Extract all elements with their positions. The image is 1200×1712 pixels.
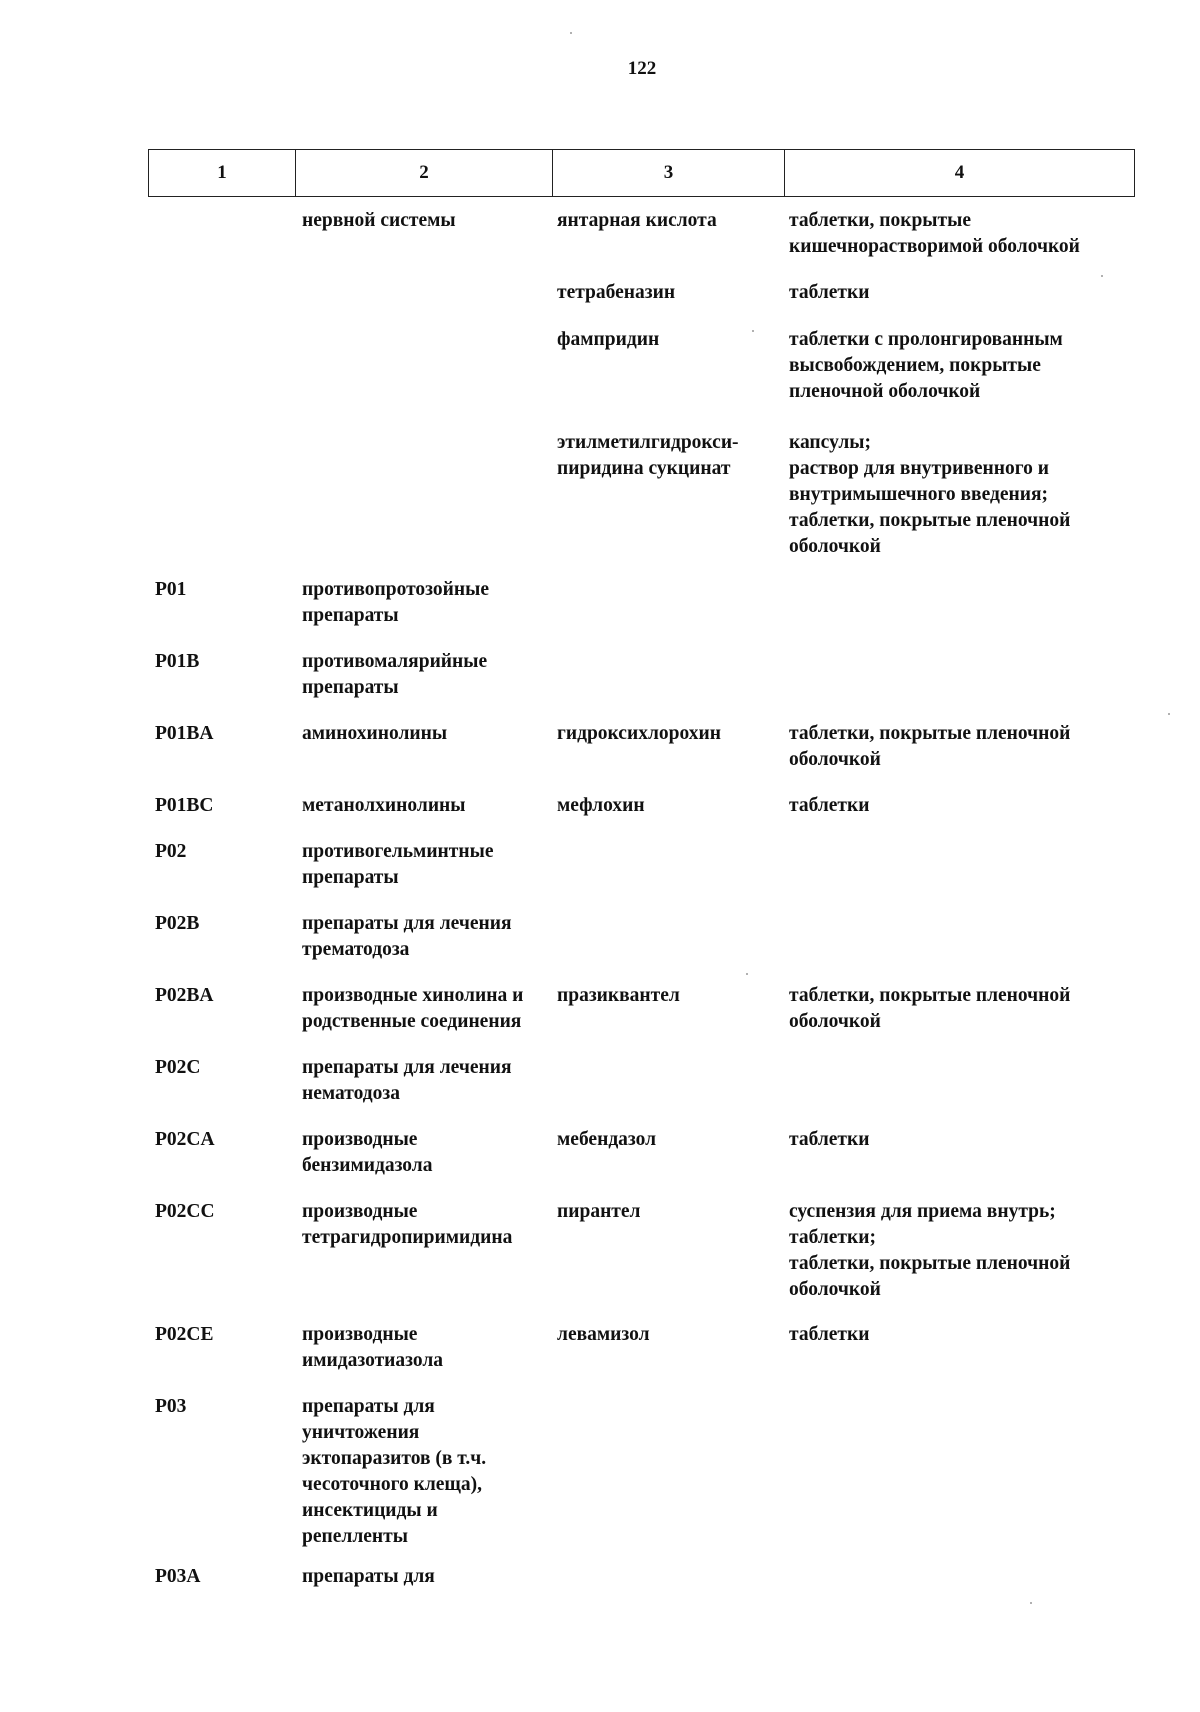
row-dosage-forms — [789, 280, 869, 306]
row-substance-line: пиридина сукцинат — [557, 458, 731, 479]
row-code — [155, 649, 199, 675]
row-group-name-line: метанолхинолины — [302, 795, 466, 816]
row-code — [155, 721, 214, 747]
row-dosage-forms-line: оболочкой — [789, 1011, 881, 1032]
row-substance-line: мефлохин — [557, 795, 645, 816]
row-substance — [557, 1322, 650, 1348]
row-code-line: P02BA — [155, 985, 214, 1006]
row-code-line: P01BA — [155, 723, 214, 744]
row-group-name — [302, 793, 466, 819]
row-group-name-line: имидазотиазола — [302, 1350, 444, 1371]
row-substance — [557, 208, 717, 234]
row-group-name-line: инсектициды и — [302, 1500, 438, 1521]
row-substance-line: тетрабеназин — [557, 282, 676, 303]
row-dosage-forms-line: внутримышечного введения; — [789, 484, 1049, 505]
row-dosage-forms-line: таблетки, покрытые пленочной — [789, 510, 1071, 531]
row-dosage-forms-line: таблетки, покрытые пленочной — [789, 985, 1071, 1006]
row-group-name-line: производные — [302, 1324, 418, 1345]
row-dosage-forms-line: капсулы; — [789, 432, 871, 453]
row-code-line: P02CA — [155, 1129, 215, 1150]
row-dosage-forms — [789, 721, 1070, 773]
row-code — [155, 1394, 186, 1420]
row-substance — [557, 327, 659, 353]
row-group-name — [302, 1394, 486, 1550]
row-substance-line: левамизол — [557, 1324, 650, 1345]
row-group-name-line: производные хинолина и — [302, 985, 524, 1006]
row-group-name-line: противогельминтные — [302, 841, 494, 862]
row-dosage-forms — [789, 1127, 869, 1153]
row-group-name-line: бензимидазола — [302, 1155, 433, 1176]
row-group-name — [302, 208, 456, 234]
row-group-name — [302, 1199, 512, 1251]
row-code — [155, 577, 186, 603]
row-dosage-forms-line: пленочной оболочкой — [789, 381, 981, 402]
row-substance — [557, 280, 675, 306]
row-group-name-line: чесоточного клеща), — [302, 1474, 482, 1495]
row-code-line: P02 — [155, 841, 187, 862]
row-code-line: P02B — [155, 913, 200, 934]
row-group-name — [302, 577, 489, 629]
page-number: 122 — [627, 58, 657, 79]
row-dosage-forms-line: раствор для внутривенного и — [789, 458, 1049, 479]
row-code-line: P01 — [155, 579, 187, 600]
row-code — [155, 983, 214, 1009]
row-group-name-line: противопротозойные — [302, 579, 490, 600]
row-group-name-line: эктопаразитов (в т.ч. — [302, 1448, 487, 1469]
column-header-2: 2 — [296, 150, 553, 197]
row-substance — [557, 983, 680, 1009]
row-code — [155, 1564, 201, 1590]
row-group-name-line: уничтожения — [302, 1422, 420, 1443]
row-dosage-forms-line: таблетки, покрытые — [789, 210, 971, 231]
row-substance — [557, 793, 645, 819]
row-dosage-forms-line: таблетки — [789, 282, 870, 303]
row-dosage-forms-line: таблетки с пролонгированным — [789, 329, 1063, 350]
row-code-line: P01BC — [155, 795, 214, 816]
row-group-name-line: препараты для лечения — [302, 1057, 512, 1078]
row-code — [155, 911, 199, 937]
row-group-name-line: нервной системы — [302, 210, 456, 231]
row-dosage-forms — [789, 793, 869, 819]
row-code — [155, 1055, 201, 1081]
row-group-name — [302, 1055, 512, 1107]
column-header-4: 4 — [785, 150, 1135, 197]
row-code — [155, 839, 186, 865]
row-dosage-forms — [789, 983, 1070, 1035]
row-group-name-line: препараты для — [302, 1566, 435, 1587]
row-dosage-forms-line: оболочкой — [789, 749, 881, 770]
row-dosage-forms — [789, 1322, 869, 1348]
row-code-line: P02C — [155, 1057, 201, 1078]
row-dosage-forms-line: таблетки — [789, 1129, 870, 1150]
row-dosage-forms-line: суспензия для приема внутрь; — [789, 1201, 1056, 1222]
row-code-line: P03A — [155, 1566, 201, 1587]
row-code-line: P01B — [155, 651, 200, 672]
row-group-name — [302, 1127, 433, 1179]
row-substance — [557, 721, 721, 747]
row-group-name-line: производные — [302, 1201, 418, 1222]
row-dosage-forms-line: оболочкой — [789, 536, 881, 557]
row-substance-line: фампридин — [557, 329, 660, 350]
row-dosage-forms-line: высвобождением, покрытые — [789, 355, 1041, 376]
row-dosage-forms-line: таблетки, покрытые пленочной — [789, 1253, 1071, 1274]
row-group-name-line: родственные соединения — [302, 1011, 522, 1032]
row-substance — [557, 430, 739, 482]
row-dosage-forms-line: кишечнорастворимой оболочкой — [789, 236, 1080, 257]
row-substance-line: мебендазол — [557, 1129, 657, 1150]
row-dosage-forms-line: таблетки — [789, 795, 870, 816]
row-group-name-line: препараты для — [302, 1396, 435, 1417]
row-substance-line: этилметилгидрокси- — [557, 432, 739, 453]
row-group-name-line: препараты — [302, 867, 399, 888]
row-group-name-line: нематодоза — [302, 1083, 400, 1104]
row-dosage-forms-line: таблетки, покрытые пленочной — [789, 723, 1071, 744]
row-dosage-forms — [789, 1199, 1070, 1303]
row-dosage-forms-line: таблетки — [789, 1324, 870, 1345]
row-substance-line: янтарная кислота — [557, 210, 717, 231]
row-substance-line: пирантел — [557, 1201, 641, 1222]
row-group-name — [302, 839, 494, 891]
row-group-name-line: препараты для лечения — [302, 913, 512, 934]
row-substance — [557, 1127, 656, 1153]
row-substance-line: празиквантел — [557, 985, 680, 1006]
row-group-name — [302, 1564, 435, 1590]
row-group-name-line: производные — [302, 1129, 418, 1150]
row-dosage-forms — [789, 327, 1063, 405]
row-group-name-line: аминохинолины — [302, 723, 448, 744]
row-dosage-forms — [789, 430, 1070, 560]
row-group-name-line: репелленты — [302, 1526, 408, 1547]
row-dosage-forms-line: оболочкой — [789, 1279, 881, 1300]
row-group-name-line: препараты — [302, 605, 399, 626]
column-header-3: 3 — [553, 150, 785, 197]
row-code-line: P02CE — [155, 1324, 214, 1345]
row-group-name — [302, 983, 523, 1035]
row-code-line: P03 — [155, 1396, 187, 1417]
row-substance-line: гидроксихлорохин — [557, 723, 721, 744]
row-group-name — [302, 721, 447, 747]
row-code — [155, 1199, 215, 1225]
row-code — [155, 1127, 215, 1153]
row-code — [155, 1322, 214, 1348]
row-group-name-line: препараты — [302, 677, 399, 698]
row-substance — [557, 1199, 640, 1225]
row-group-name-line: противомалярийные — [302, 651, 488, 672]
row-group-name-line: трематодоза — [302, 939, 410, 960]
row-group-name-line: тетрагидропиримидина — [302, 1227, 513, 1248]
row-dosage-forms — [789, 208, 1080, 260]
row-code-line: P02CC — [155, 1201, 215, 1222]
row-code — [155, 793, 214, 819]
column-header-1: 1 — [149, 150, 296, 197]
row-group-name — [302, 1322, 443, 1374]
row-group-name — [302, 649, 487, 701]
row-group-name — [302, 911, 512, 963]
row-dosage-forms-line: таблетки; — [789, 1227, 876, 1248]
